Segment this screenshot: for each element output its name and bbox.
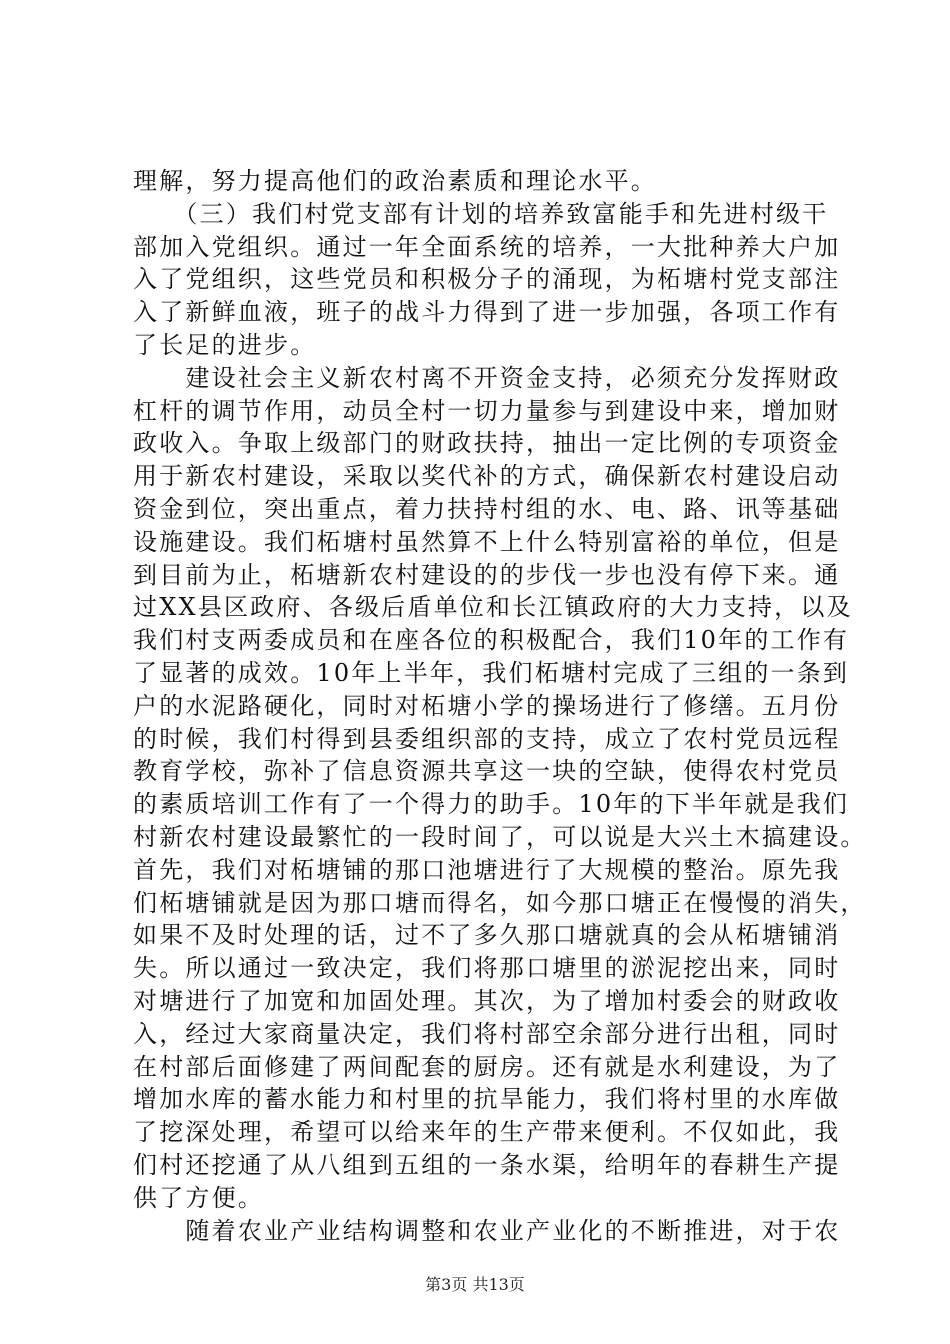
text-line: 了挖深处理，希望可以给来年的生产带来便利。不仅如此，我 <box>133 1118 841 1147</box>
text-line: 在村部后面修建了两间配套的厨房。还有就是水利建设，为了 <box>133 1052 841 1081</box>
text-line: 的时候，我们村得到县委组织部的支持，成立了农村党员远程 <box>133 724 841 753</box>
text-line: 教育学校，弥补了信息资源共享这一块的空缺，使得农村党员 <box>133 757 841 786</box>
text-line: 到目前为止，柘塘新农村建设的的步伐一步也没有停下来。通 <box>133 560 841 589</box>
text-line: 户的水泥路硬化，同时对柘塘小学的操场进行了修缮。五月份 <box>133 691 841 720</box>
text-line: 设施建设。我们柘塘村虽然算不上什么特别富裕的单位，但是 <box>133 527 841 556</box>
text-line: 们村还挖通了从八组到五组的一条水渠，给明年的春耕生产提 <box>133 1150 841 1179</box>
text-line: 如果不及时处理的话，过不了多久那口塘就真的会从柘塘铺消 <box>133 921 841 950</box>
text-line: 我们村支两委成员和在座各位的积极配合，我们10年的工作有 <box>133 626 850 655</box>
text-line: 首先，我们对柘塘铺的那口池塘进行了大规模的整治。原先我 <box>133 855 841 884</box>
text-line: 理解，努力提高他们的政治素质和理论水平。 <box>133 167 657 195</box>
text-line: 对塘进行了加宽和加固处理。其次，为了增加村委会的财政收 <box>133 986 841 1015</box>
text-line: 的素质培训工作有了一个得力的助手。10年的下半年就是我们 <box>133 790 850 819</box>
body-text <box>133 165 867 1247</box>
text-line: 了长足的进步。 <box>133 330 317 359</box>
text-line: 入，经过大家商量决定，我们将村部空余部分进行出租，同时 <box>133 1019 841 1048</box>
text-line: 政收入。争取上级部门的财政扶持，抽出一定比例的专项资金 <box>133 429 841 458</box>
text-line: 杠杆的调节作用，动员全村一切力量参与到建设中来，增加财 <box>133 396 841 425</box>
text-line: 增加水库的蓄水能力和村里的抗旱能力，我们将村里的水库做 <box>133 1085 841 1114</box>
text-line: 过XX县区政府、各级后盾单位和长江镇政府的大力支持，以及 <box>133 593 853 622</box>
text-line: 入了党组织，这些党员和积极分子的涌现，为柘塘村党支部注 <box>133 265 841 294</box>
text-line: 用于新农村建设，采取以奖代补的方式，确保新农村建设启动 <box>133 462 841 491</box>
text-line: 入了新鲜血液，班子的战斗力得到了进一步加强，各项工作有 <box>133 298 841 327</box>
text-line: 了显著的成效。10年上半年，我们柘塘村完成了三组的一条到 <box>133 658 850 687</box>
text-line: 随着农业产业结构调整和农业产业化的不断推进，对于农 <box>133 1216 841 1245</box>
text-line: 们柘塘铺就是因为那口塘而得名，如今那口塘正在慢慢的消失， <box>133 888 867 917</box>
text-line: 村新农村建设最繁忙的一段时间了，可以说是大兴土木搞建设。 <box>133 822 867 851</box>
text-line: 部加入党组织。通过一年全面系统的培养，一大批种养大户加 <box>133 232 841 261</box>
text-line: 建设社会主义新农村离不开资金支持，必须充分发挥财政 <box>133 363 841 392</box>
text-line: 失。所以通过一致决定，我们将那口塘里的淤泥挖出来，同时 <box>133 954 841 983</box>
text-line: 资金到位，突出重点，着力扶持村组的水、电、路、讯等基础 <box>133 494 841 523</box>
page-number-footer: 第3页 共13页 <box>425 1275 525 1294</box>
text-line: （三）我们村党支部有计划的培养致富能手和先进村级干 <box>133 199 829 228</box>
text-line: 供了方便。 <box>133 1183 264 1212</box>
